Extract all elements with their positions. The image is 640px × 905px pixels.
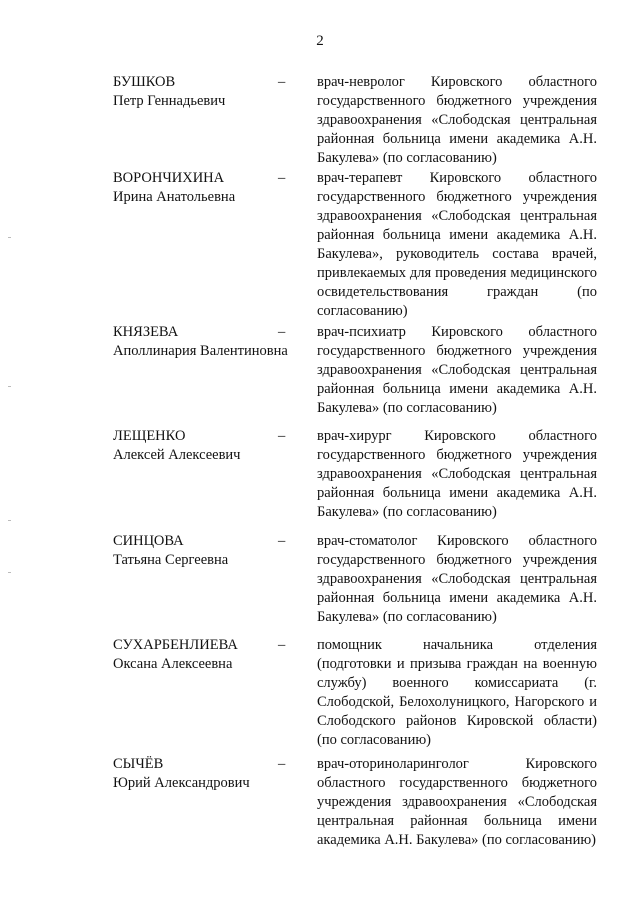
member-name — [113, 636, 293, 674]
member-given-names: Оксана Алексеевна — [113, 656, 233, 672]
scan-speck — [8, 572, 11, 573]
member-name — [113, 532, 293, 570]
member-role: врач-хирург Кировского областного государственного бюджетного учреждения здравоохранения «Слободская центральная районная больница имени академика А.Н. Бакулева» (по согласованию) — [317, 428, 597, 520]
member-name — [113, 323, 293, 361]
member-surname: КНЯЗЕВА — [113, 324, 179, 340]
member-given-names: Петр Геннадьевич — [113, 93, 226, 109]
scan-speck — [8, 520, 11, 521]
member-given-names: Алексей Алексеевич — [113, 447, 241, 463]
member-surname: ВОРОНЧИХИНА — [113, 170, 225, 186]
page-number: 2 — [316, 33, 324, 49]
member-given-names: Татьяна Сергеевна — [113, 552, 229, 568]
member-surname: СЫЧЁВ — [113, 756, 164, 772]
scan-speck — [8, 386, 11, 387]
member-name — [113, 169, 293, 207]
separator-dash: – — [278, 428, 286, 444]
member-role: врач-оториноларинголог Кировского областного государственного бюджетного учреждения здравоохранения «Слободская центральная районная больница имени академика А.Н. Бакулева» (по согласованию) — [317, 756, 597, 848]
separator-dash: – — [278, 637, 286, 653]
member-role: помощник начальника отделения (подготовки и призыва граждан на военную службу) военного комиссариата (г. Слободской, Белохолуницкого, Нагорского и Слободского районов Кировской области) (по согласованию) — [317, 637, 597, 748]
member-surname: ЛЕЩЕНКО — [113, 428, 186, 444]
member-role: врач-терапевт Кировского областного государственного бюджетного учреждения здравоохранения «Слободская центральная районная больница имени академика А.Н. Бакулева», руководитель состава врачей, привлекаемых для проведения медицинского освидетельствования граждан (по согласованию) — [317, 170, 597, 319]
member-given-names: Ирина Анатольевна — [113, 189, 236, 205]
member-role: врач-невролог Кировского областного государственного бюджетного учреждения здравоохранения «Слободская центральная районная больница имени академика А.Н. Бакулева» (по согласованию) — [317, 74, 597, 166]
member-surname: СИНЦОВА — [113, 533, 184, 549]
member-given-names: Аполлинария Валентиновна — [113, 343, 288, 359]
member-role: врач-психиатр Кировского областного государственного бюджетного учреждения здравоохранения «Слободская центральная районная больница имени академика А.Н. Бакулева» (по согласованию) — [317, 324, 597, 416]
scan-speck — [8, 237, 11, 238]
separator-dash: – — [278, 170, 286, 186]
member-role: врач-стоматолог Кировского областного государственного бюджетного учреждения здравоохранения «Слободская центральная районная больница имени академика А.Н. Бакулева» (по согласованию) — [317, 533, 597, 625]
member-given-names: Юрий Александрович — [113, 775, 250, 791]
separator-dash: – — [278, 756, 286, 772]
separator-dash: – — [278, 74, 286, 90]
member-name — [113, 73, 293, 111]
separator-dash: – — [278, 324, 286, 340]
member-name — [113, 755, 293, 793]
member-surname: БУШКОВ — [113, 74, 176, 90]
member-surname: СУХАРБЕНЛИЕВА — [113, 637, 238, 653]
separator-dash: – — [278, 533, 286, 549]
member-name — [113, 427, 293, 465]
